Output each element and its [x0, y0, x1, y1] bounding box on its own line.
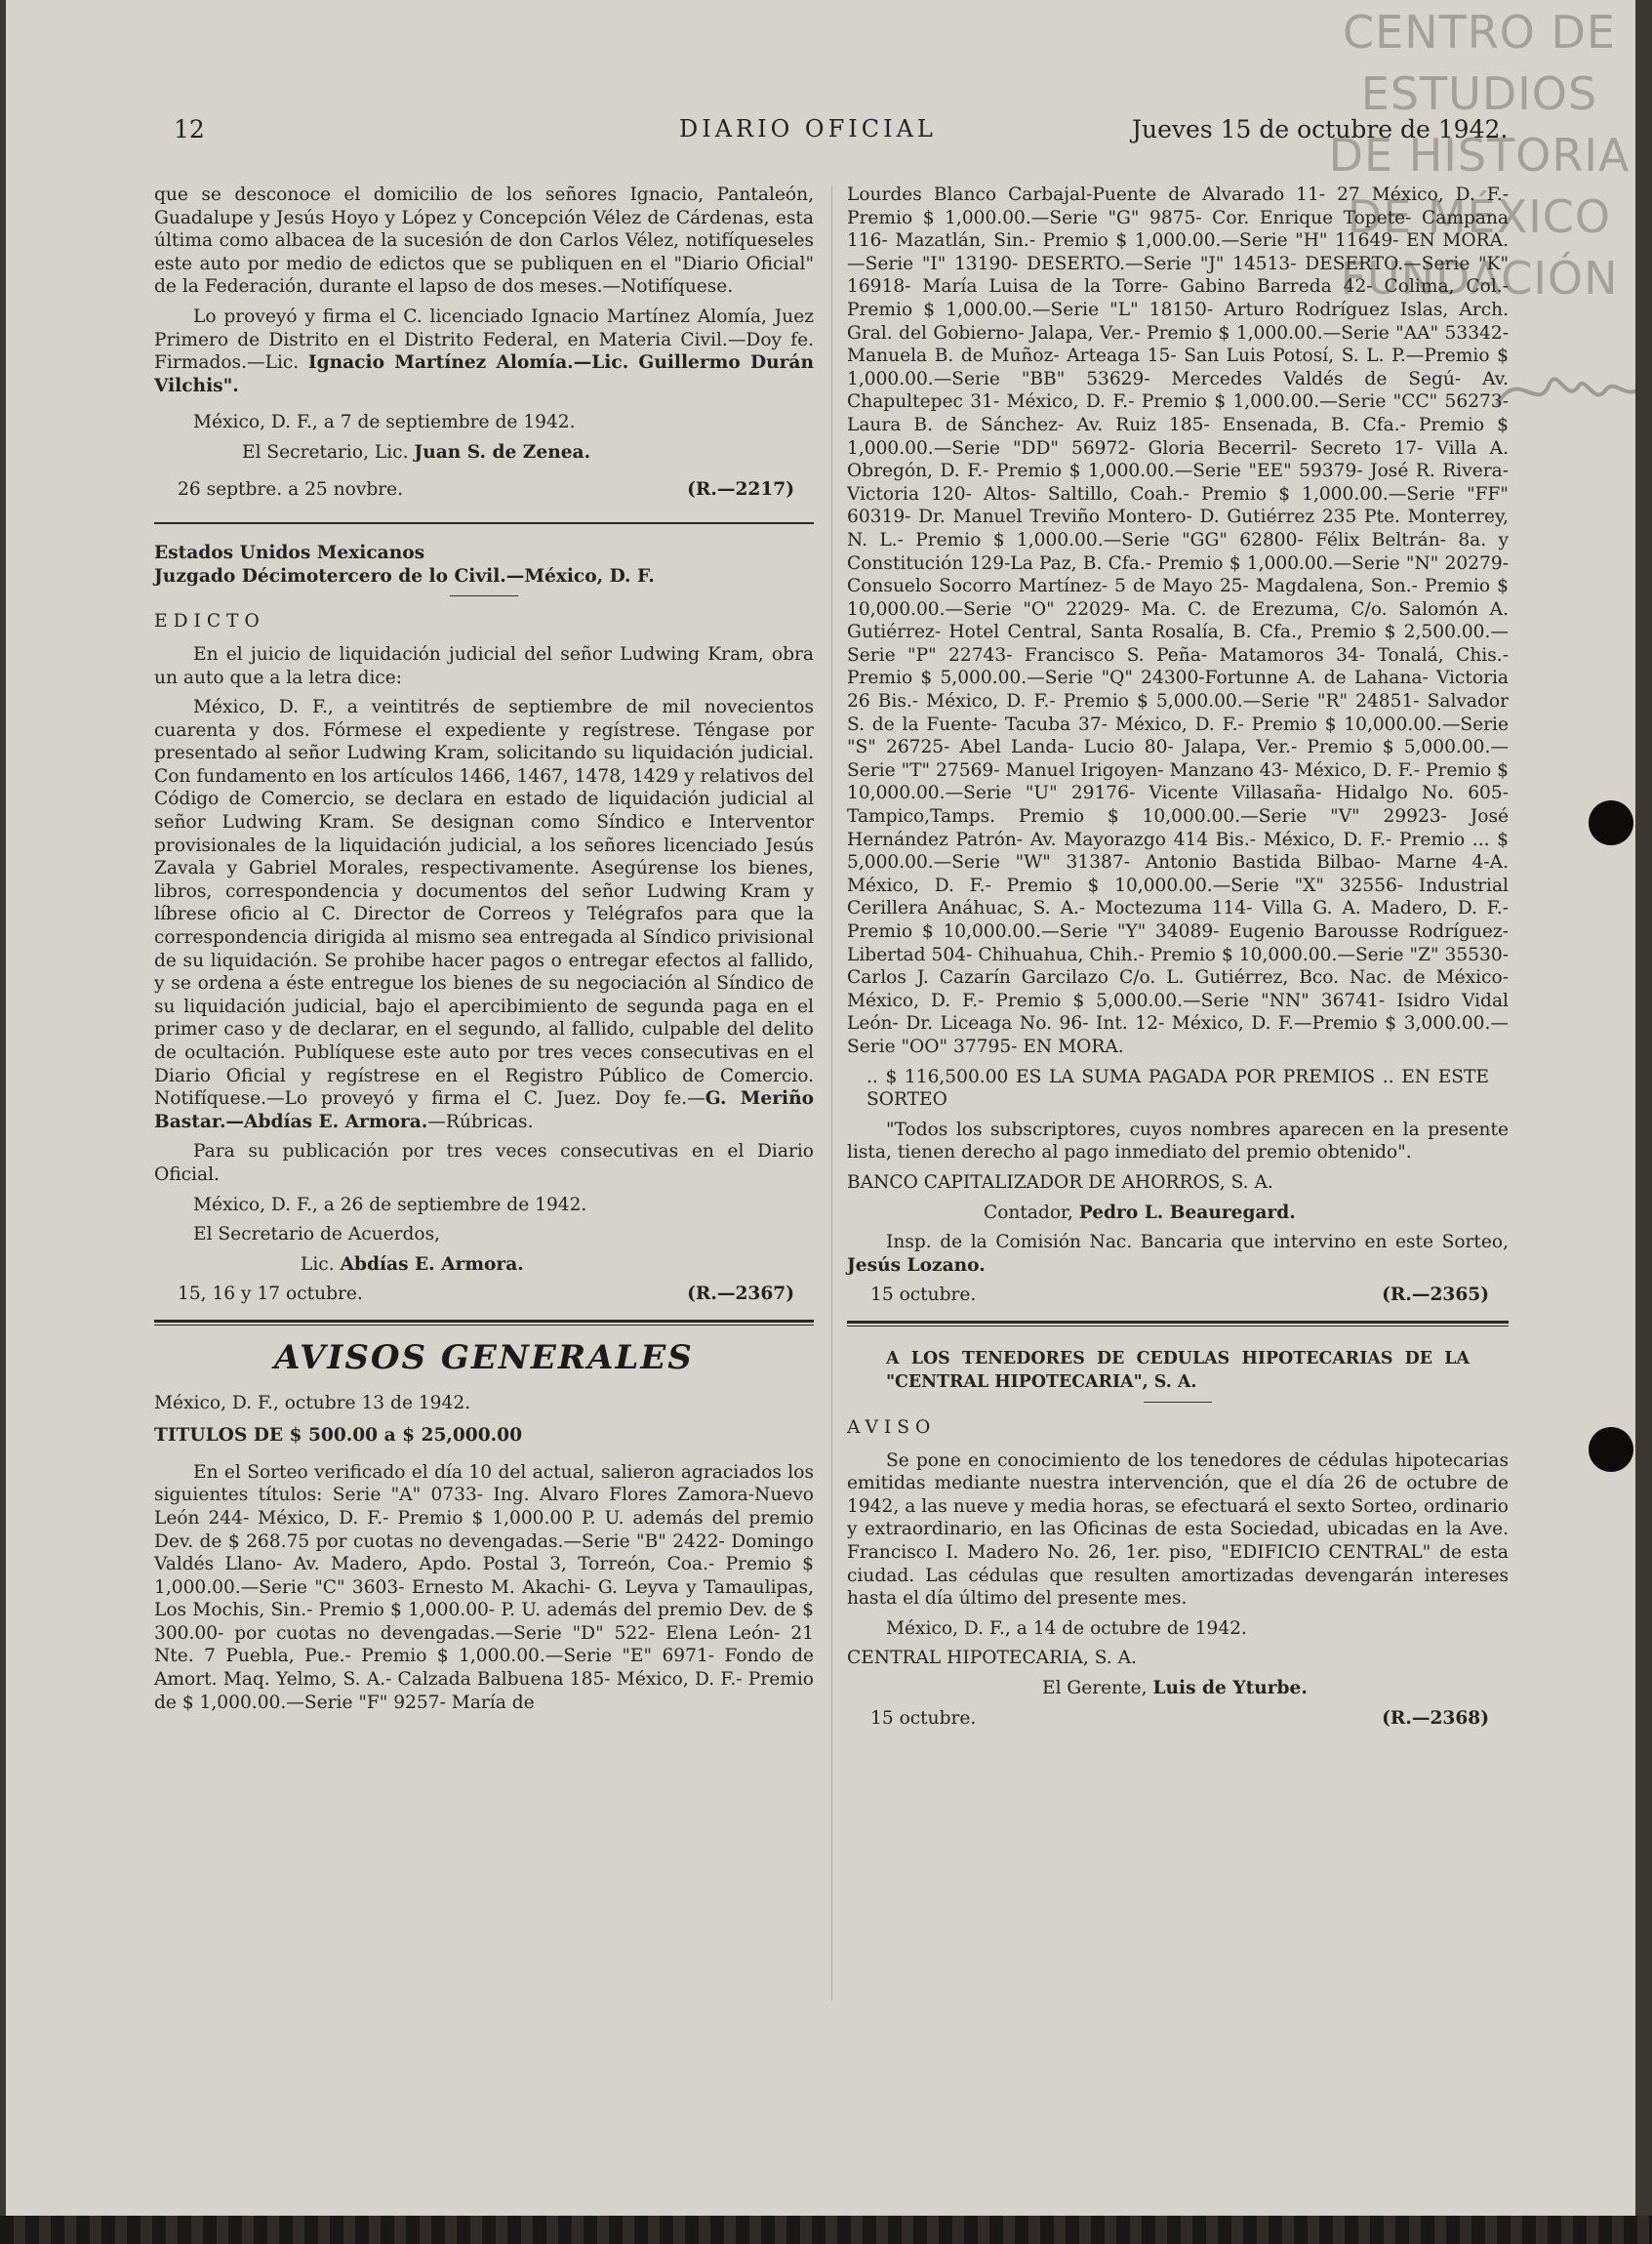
signature-graphic: [1489, 347, 1635, 434]
lottery-list-continued: Lourdes Blanco Carbajal-Puente de Alvarado 11- 27 México, D. F.- Premio $ 1,000.00.—Serie "G" 9875- Cor. Enrique Topete- Campana 116- Mazatlán, Sin.- Premio $ 1,000.00.—Serie "H" 11649- EN MORA.—Serie "I" 13190- DESERTO.—Serie "J" 14513- DESERTO.—Serie "K" 16918- María Luisa de la Torre- Gabino Barreda 42- Colima, Col.- Premio $ 1,000.00.—Serie "L" 18150- Arturo Rodríguez Islas, Arch. Gral. del Gobierno- Jalapa, Ver.- Premio $ 1,000.00.—Serie "AA" 53342- Manuela B. de Muñoz- Arteaga 15- San Luis Potosí, S. L. P.—Premio $ 1,000.00.—Serie "BB" 53629- Mercedes Valdés de Segú- Av. Chapultepec 31- México, D. F.- Premio $ 1,000.00.—Serie "CC" 56273- Laura B. de Sánchez- Av. Ruiz 185- Ensenada, B. Cfa.- Premio $ 1,000.00.—Serie "DD" 56972- Gloria Becerril- Secreto 17- Villa A. Obregón, D. F.- Premio $ 1,000.00.—Serie "EE" 59379- José R. Rivera- Victoria 120- Altos- Saltillo, Coah.- Premio $ 1,000.00.—Serie "FF" 60319- Dr. Manuel Treviño Montero- D. Gutiérrez 235 Pte. Monterrey, N. L.- Premio $ 1,000.00.—Serie "GG" 62800- Félix Beltrán- 8a. y Constitución 129-La Paz, B. Cfa.- Premio $ 1,000.00.—Serie "N" 20279- Consuelo Socorro Martínez- 5 de Mayo 25- Magdalena, Son.- Premio $ 10,000.00.—Serie "O" 22029- Ma. C. de Erezuma, C/o. Salomón A. Gutiérrez- Hotel Central, Santa Rosalía, B. Cfa., Premio $ 2,500.00.—Serie "P" 22743- Francisco S. Peña- Matamoros 34- Tonalá, Chis.- Premio $ 5,000.00.—Serie "Q" 24300-Fortunne A. de Lahana- Victoria 26 Bis.- México, D. F.- Premio $ 5,000.00.—Serie "R" 24851- Salvador S. de la Fuente- Tacuba 37- México, D. F.- Premio $ 10,000.00.—Serie "S" 26725- Abel Landa- Lucio 80- Jalapa, Ver.- Premio $ 5,000.00.—Serie "T" 27569- Manuel Irigoyen- Manzano 43- México, D. F.- Premio $ 10,000.00.—Serie "U" 29176- Vicente Villasaña- Hidalgo No. 605- Tampico,Tamps. Premio $ 10,000.00.—Serie "V" 29923- José Hernández Patrón- Av. Mayorazgo 414 Bis.- México, D. F.- Premio ... $ 5,000.00.—Serie "W" 31387- Antonio Bastida Bilbao- Marne 4-A. México, D. F.- Premio $ 10,000.00.—Serie "X" 32556- Industrial Cerillera Anáhuac, S. A.- Moctezuma 114- Villa G. A. Madero, D. F.- Premio $ 10,000.00.—Serie "Y" 34089- Eugenio Barousse Rodríguez- Libertad 504- Chihuahua, Chih.- Premio $ 10,000.00.—Serie "Z" 35530- Carlos J. Cazarín Garcilazo C/o. L. Gutiérrez, Bco. Nac. de México- México, D. F.- Premio $ 5,000.00.—Serie "NN" 36741- Isidro Vidal León- Dr. Liceaga No. 96- Int. 12- México, D. F.—Premio $ 3,000.00.—Serie "OO" 37795- EN MORA.: [847, 184, 1509, 1057]
manager-line: El Gerente, Luis de Yturbe.: [1042, 1678, 1308, 1699]
notice-ref: (R.—2367): [687, 1284, 794, 1305]
continued-paragraph: que se desconoce el domicilio de los señores Ignacio, Pantaleón, Guadalupe y Jesús Hoyo y López y Concepción Vélez de Cárdenas, esta última como albacea de la sucesión de don Carlos Vélez, notifíqueseles este auto por medio de edictos que se publiquen en el "Diario Oficial" de la Federación, durante el lapso de dos meses.—Notifíquese.: [154, 184, 814, 298]
signature-line: Lic. Abdías E. Armora.: [301, 1253, 524, 1275]
subscribers-note: "Todos los subscriptores, cuyos nombres aparecen en la presente lista, tienen derecho al pago inmediato del premio obtenido".: [847, 1119, 1509, 1163]
place-date: México, D. F., a 26 de septiembre de 1942.: [193, 1194, 587, 1215]
edicto-title: EDICTO: [154, 611, 265, 632]
total-paid: .. $ 116,500.00 ES LA SUMA PAGADA POR PREMIOS .. EN ESTE SORTEO: [866, 1066, 1489, 1111]
notice-footer: [847, 1707, 1509, 1731]
place-date: México, D. F., octubre 13 de 1942.: [154, 1392, 471, 1413]
watermark-line: FUNDACIÓN: [1340, 252, 1619, 305]
ruling-paragraph: Lo proveyó y firma el C. licenciado Ignacio Martínez Alomía, Juez Primero de Distrito en el Distrito Federal, en Materia Civil.—Doy fe. Firmados.—Lic. Ignacio Martínez Alomía.—Lic. Guillermo Durán Vilchis".: [154, 306, 814, 396]
titles-heading: TITULOS DE $ 500.00 a $ 25,000.00: [154, 1425, 523, 1447]
publication-dates: 15 octubre.: [870, 1285, 977, 1306]
publication-dates: 15, 16 y 17 octubre.: [178, 1284, 363, 1305]
edicto-intro: En el juicio de liquidación judicial del señor Ludwing Kram, obra un auto que a la letra dice:: [154, 643, 814, 688]
column-divider: [831, 185, 832, 2001]
watermark-line: ESTUDIOS: [1360, 67, 1598, 120]
court-heading: Juzgado Décimotercero de lo Civil.—México, D. F.: [154, 565, 655, 587]
notice-footer: [154, 478, 814, 502]
notice-heading: Estados Unidos Mexicanos: [154, 543, 425, 564]
watermark-line: CENTRO DE: [1343, 6, 1616, 59]
newspaper-page: [6, 0, 1635, 2216]
company-name: CENTRAL HIPOTECARIA, S. A.: [847, 1648, 1137, 1669]
page-masthead: DIARIO OFICIAL: [679, 115, 937, 143]
edicto-body: México, D. F., a veintitrés de septiembre de mil novecientos cuarenta y dos. Fórmese el expediente y regístrese. Téngase por presentado al señor Ludwing Kram, solicitando su liquidación judicial. Con fundamento en los artículos 1466, 1467, 1478, 1429 y relativos del Código de Comercio, se declara en estado de liquidación judicial al señor Ludwing Kram. Se designan como Síndico e Interventor provisionales de la liquidación judicial, a los señores licenciado Jesús Zavala y Gabriel Morales, respectivamente. Asegúrense los bienes, libros, correspondencia y documentos del señor Ludwing Kram y líbrese oficio al C. Director de Correos y Telégrafos para que la correspondencia dirigida al mismo sea entregada al Síndico privisional de su liquidación. Se prohibe hacer pagos o entregar efectos al fallido, y se ordena a éste entregue los bienes de su negociación al Síndico de su liquidación judicial, bajo el apercibimiento de segunda paga en el primer caso y de declarar, en el segundo, al fallido, culpable del delito de ocultación. Publíquese este auto por tres veces consecutivas en el Diario Oficial y regístrese en el Registro Público de Comercio. Notifíquese.—Lo proveyó y firma el C. Juez. Doy fe.—G. Meriño Bastar.—Abdías E. Armora.—Rúbricas.: [154, 697, 814, 1132]
notice-footer: [154, 1283, 814, 1306]
aviso-body: Se pone en conocimiento de los tenedores de cédulas hipotecarias emitidas mediante nuestra intervención, que el día 26 de octubre de 1942, a las nueve y media horas, se efectuará el sexto Sorteo, ordinario y extraordinario, en las Oficinas de esta Sociedad, ubicadas en la Ave. Francisco I. Madero No. 26, 1er. piso, "EDIFICIO CENTRAL" de esta ciudad. Las cédulas que resulten amortizadas devengarán intereses hasta el día último del presente mes.: [847, 1449, 1509, 1610]
secretary-line: El Secretario de Acuerdos,: [193, 1224, 441, 1245]
left-column: [154, 184, 814, 1721]
watermark-line: DE HISTORIA: [1328, 129, 1631, 182]
inspector-line: Insp. de la Comisión Nac. Bancaria que intervino en este Sorteo, Jesús Lozano.: [847, 1232, 1509, 1276]
page-number: 12: [174, 115, 205, 143]
publication-dates: 26 septbre. a 25 novbre.: [178, 478, 404, 500]
issue-date: Jueves 15 de octubre de 1942.: [1132, 115, 1509, 143]
notice-ref: (R.—2217): [687, 478, 794, 500]
notice-ref: (R.—2368): [1382, 1707, 1489, 1729]
bank-name: BANCO CAPITALIZADOR DE AHORROS, S. A.: [847, 1171, 1273, 1193]
edicto-publication: Para su publicación por tres veces consecutivas en el Diario Oficial.: [154, 1141, 814, 1185]
secretary-line: El Secretario, Lic. Juan S. de Zenea.: [242, 441, 591, 463]
place-date: México, D. F., a 14 de octubre de 1942.: [886, 1617, 1247, 1639]
publication-dates: 15 octubre.: [870, 1707, 977, 1729]
watermark-line: DE MÉXICO: [1347, 190, 1612, 243]
notice-heading: A LOS TENEDORES DE CEDULAS HIPOTECARIAS DE LA "CENTRAL HIPOTECARIA", S. A.: [886, 1348, 1470, 1392]
aviso-title: AVISO: [847, 1417, 937, 1439]
accountant-line: Contador, Pedro L. Beauregard.: [984, 1202, 1296, 1223]
section-title: AVISOS GENERALES: [274, 1337, 694, 1377]
lottery-list: En el Sorteo verificado el día 10 del actual, salieron agraciados los siguientes títulos: Serie "A" 0733- Ing. Alvaro Flores Zamora-Nuevo León 244- México, D. F.- Premio $ 1,000.00 P. U. además del premio Dev. de $ 268.75 por cuotas no devengadas.—Serie "B" 2422- Domingo Valdés Llano- Av. Madero, Apdo. Postal 3, Torreón, Coa.- Premio $ 1,000.00.—Serie "C" 3603- Ernesto M. Akachi- G. Leyva y Tamaulipas, Los Mochis, Sin.- Premio $ 1,000.00- P. U. además del premio Dev. de $ 300.00- por cuotas no devengadas.—Serie "D" 522- Elena León- 21 Nte. 7 Puebla, Pue.- Premio $ 1,000.00.—Serie "E" 6971- Fondo de Amort. Maq. Yelmo, S. A.- Calzada Balbuena 185- México, D. F.- Premio de $ 1,000.00.—Serie "F" 9257- María de: [154, 1461, 814, 1713]
scan-border: [0, 2216, 1652, 2244]
notice-ref: (R.—2365): [1382, 1285, 1489, 1306]
punch-hole: [1589, 800, 1633, 845]
punch-hole: [1589, 1427, 1633, 1472]
right-column: [847, 184, 1509, 1730]
place-date: México, D. F., a 7 de septiembre de 1942.: [193, 412, 576, 433]
notice-footer: [847, 1284, 1509, 1307]
